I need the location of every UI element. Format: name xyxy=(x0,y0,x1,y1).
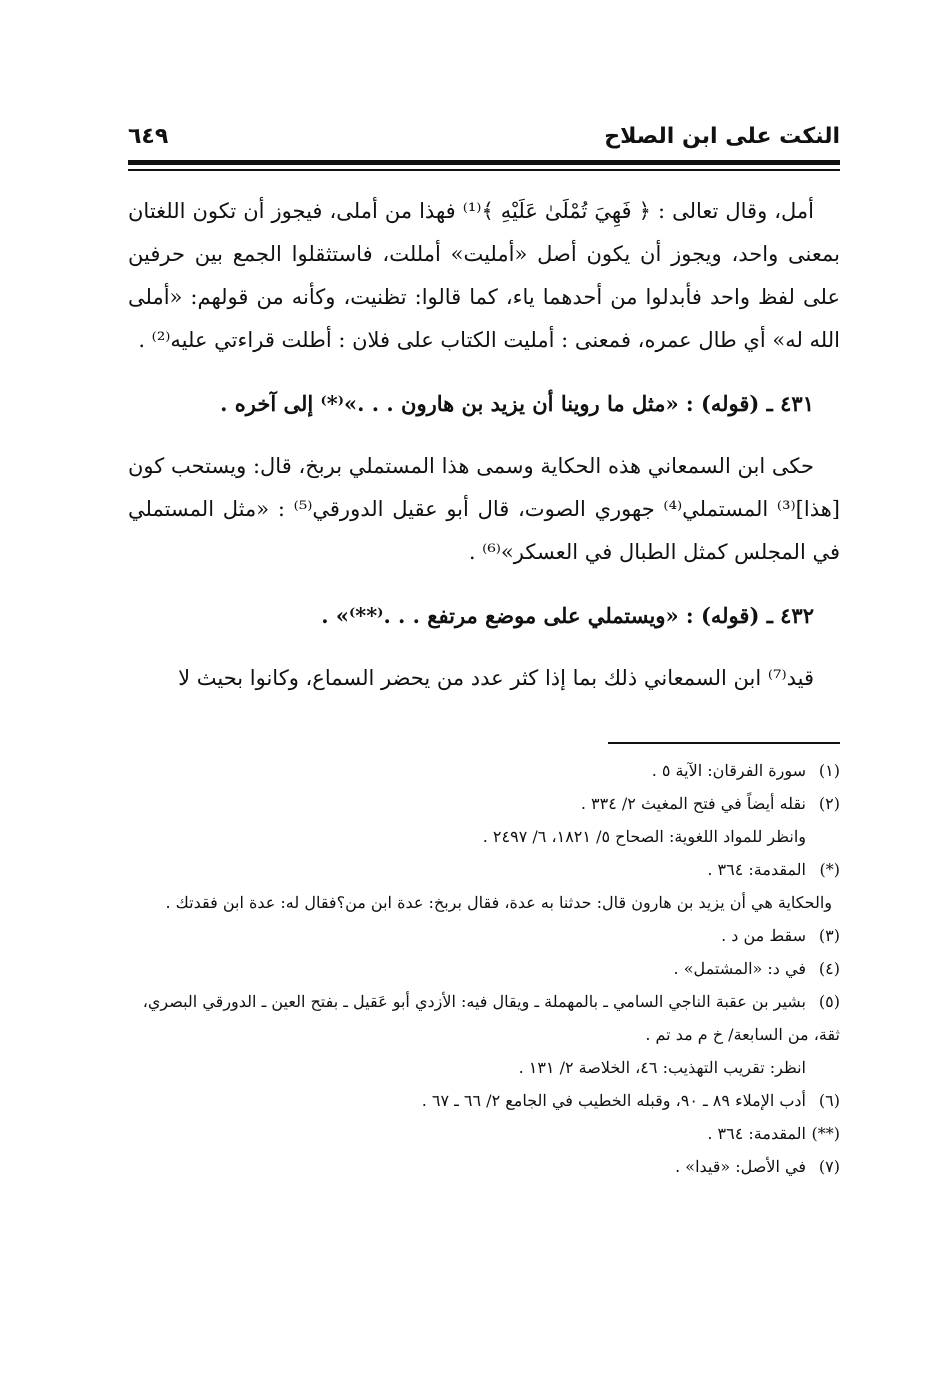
footnote xyxy=(128,1084,840,1117)
footnote xyxy=(128,952,840,985)
footnote-number: (٢) xyxy=(818,794,840,813)
footnote-number: (**) xyxy=(811,1124,840,1143)
footnote xyxy=(128,919,840,952)
footnote-number: (*) xyxy=(819,860,840,879)
header-rule-thick xyxy=(128,160,840,165)
footnote-text: المقدمة: ٣٦٤ . xyxy=(707,1124,806,1143)
footnote xyxy=(128,853,840,886)
footnote-text: سورة الفرقان: الآية ٥ . xyxy=(651,761,806,780)
footnote-note: والحكاية هي أن يزيد بن هارون قال: حدثنا به عدة، فقال بربخ: عدة ابن من؟فقال له: عدة ابن فقدتك . xyxy=(165,893,832,912)
footnote-number: (٣) xyxy=(818,926,840,945)
footnote xyxy=(128,787,840,820)
footnote-number: (٥) xyxy=(818,992,840,1011)
footnote-continuation: وانظر للمواد اللغوية: الصحاح ٥/ ١٨٢١، ٦/ ٢٤٩٧ . xyxy=(482,827,806,846)
footnote xyxy=(128,754,840,787)
running-title: النكت على ابن الصلاح xyxy=(604,124,840,149)
footnote-number: (١) xyxy=(818,761,840,780)
running-header xyxy=(128,118,840,160)
footnote-text: نقله أيضاً في فتح المغيث ٢/ ٣٣٤ . xyxy=(580,794,806,813)
footnote-text: في الأصل: «قيدا» . xyxy=(675,1157,806,1176)
footnote xyxy=(128,1150,840,1183)
footnote-number: (٧) xyxy=(818,1157,840,1176)
main-text xyxy=(128,190,840,700)
footnote-continuation: انظر: تقريب التهذيب: ٤٦، الخلاصة ٢/ ١٣١ . xyxy=(518,1058,806,1077)
footnote-number: (٦) xyxy=(818,1091,840,1110)
footnote-separator xyxy=(608,742,840,744)
footnote-text: في د: «المشتمل» . xyxy=(673,959,806,978)
page-number: ٦٤٩ xyxy=(128,124,169,149)
section-heading-432: ٤٣٢ ـ (قوله) : «ويستملي على موضع مرتفع . . .⁽**⁾» . xyxy=(321,603,814,628)
section-heading-431: ٤٣١ ـ (قوله) : «مثل ما روينا أن يزيد بن هارون . . .»⁽*⁾ إلى آخره . xyxy=(220,391,814,416)
paragraph: قيد⁽⁷⁾ ابن السمعاني ذلك بما إذا كثر عدد من يحضر السماع، وكانوا بحيث لا xyxy=(178,666,814,690)
paragraph: أمل، وقال تعالى : ﴿ فَهِيَ تُمْلَىٰ عَلَيْهِ ﴾⁽¹⁾ فهذا من أملى، فيجوز أن تكون اللغتان بمعنى واحد، ويجوز أن يكون أصل «أمليت» أمللت، فاستثقلوا الجمع بين حرفين على لفظ واحد فأبدلوا من أحدهما ياء، كما قالوا: تظنيت، وكأنه من قولهم: «أملى الله له» أي طال عمره، فمعنى : أمليت الكتاب على فلان : أطلت قراءتي عليه⁽²⁾ . xyxy=(128,199,840,352)
footnote xyxy=(128,985,840,1051)
footnote xyxy=(128,1117,840,1150)
header-rule-thin xyxy=(128,169,840,171)
footnote-number: (٤) xyxy=(818,959,840,978)
footnote-text: أدب الإملاء ٨٩ ـ ٩٠، وقبله الخطيب في الجامع ٢/ ٦٦ ـ ٦٧ . xyxy=(421,1091,806,1110)
footnotes xyxy=(128,754,840,1183)
paragraph: حكى ابن السمعاني هذه الحكاية وسمى هذا المستملي بربخ، قال: ويستحب كون [هذا]⁽³⁾ المستملي⁽⁴⁾ جهوري الصوت، قال أبو عقيل الدورقي⁽⁵⁾ : «مثل المستملي في المجلس كمثل الطبال في العسكر»⁽⁶⁾ . xyxy=(128,454,840,564)
footnote-text: سقط من د . xyxy=(721,926,806,945)
footnote-text: بشير بن عقبة الناجي السامي ـ بالمهملة ـ ويقال فيه: الأزدي أبو عَقيل ـ بفتح العين ـ الدورقي البصري، ثقة، من السابعة/ خ م مد تم . xyxy=(142,992,840,1044)
footnote-text: المقدمة: ٣٦٤ . xyxy=(707,860,806,879)
